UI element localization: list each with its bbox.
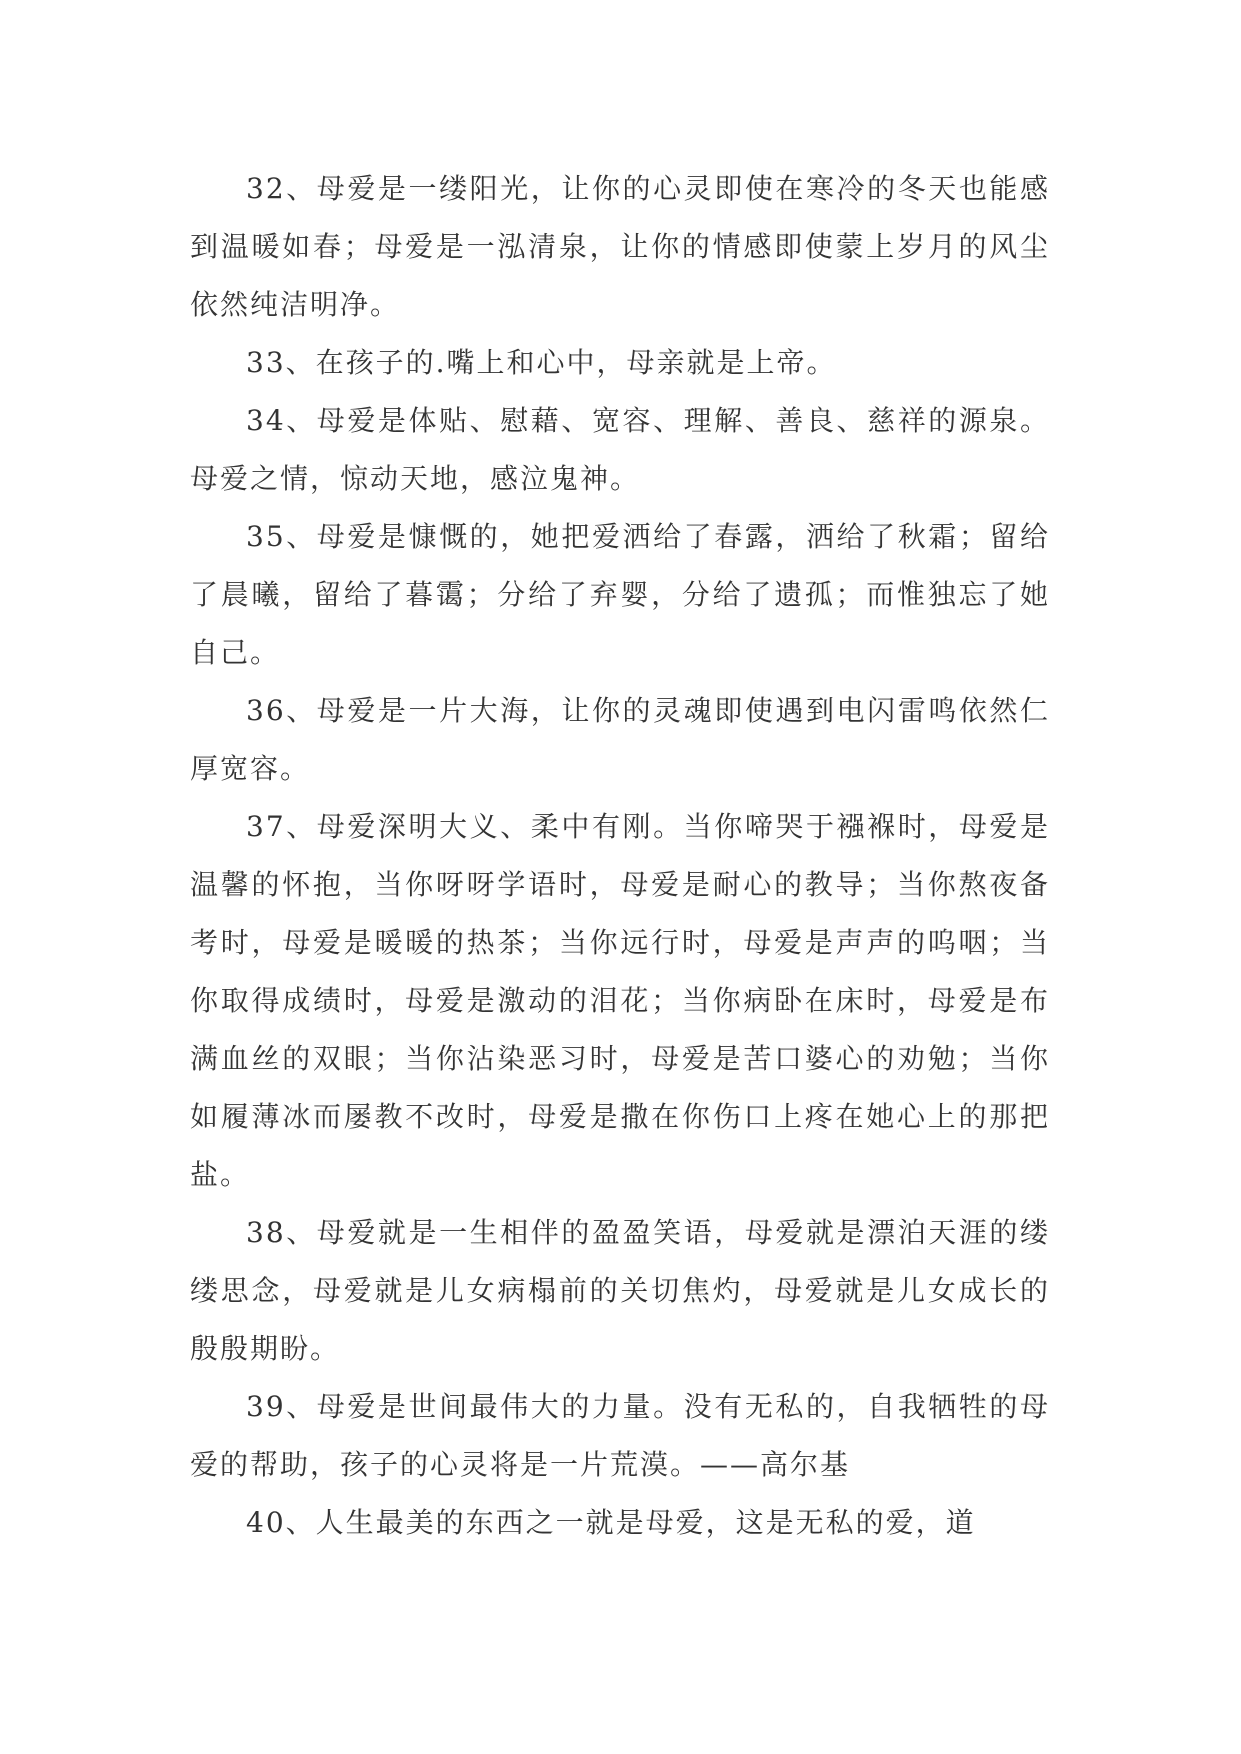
paragraph-35: 35、母爱是慷慨的，她把爱洒给了春露，洒给了秋霜；留给了晨曦，留给了暮霭；分给了弃婴，分给了遗孤；而惟独忘了她自己。 — [190, 520, 1050, 669]
paragraph-40: 40、人生最美的东西之一就是母爱，这是无私的爱，道 — [246, 1506, 976, 1539]
paragraph-37: 37、母爱深明大义、柔中有刚。当你啼哭于襁褓时，母爱是温馨的怀抱，当你呀呀学语时，母爱是耐心的教导；当你熬夜备考时，母爱是暖暖的热茶；当你远行时，母爱是声声的呜咽；当你取得成绩时，母爱是激动的泪花；当你病卧在床时，母爱是布满血丝的双眼；当你沾染恶习时，母爱是苦口婆心的劝勉；当你如履薄冰而屡教不改时，母爱是撒在你伤口上疼在她心上的那把盐。 — [190, 810, 1050, 1191]
paragraph-32: 32、母爱是一缕阳光，让你的心灵即使在寒冷的冬天也能感到温暖如春；母爱是一泓清泉，让你的情感即使蒙上岁月的风尘依然纯洁明净。 — [190, 172, 1050, 321]
document-body — [190, 160, 1050, 1552]
paragraph-34: 34、母爱是体贴、慰藉、宽容、理解、善良、慈祥的源泉。母爱之情，惊动天地，感泣鬼神。 — [190, 404, 1050, 495]
paragraph-38: 38、母爱就是一生相伴的盈盈笑语，母爱就是漂泊天涯的缕缕思念，母爱就是儿女病榻前的关切焦灼，母爱就是儿女成长的殷殷期盼。 — [190, 1216, 1050, 1365]
paragraph-39: 39、母爱是世间最伟大的力量。没有无私的，自我牺牲的母爱的帮助，孩子的心灵将是一片荒漠。——高尔基 — [190, 1390, 1050, 1481]
paragraph-33: 33、在孩子的.嘴上和心中，母亲就是上帝。 — [246, 346, 837, 379]
paragraph-36: 36、母爱是一片大海，让你的灵魂即使遇到电闪雷鸣依然仁厚宽容。 — [190, 694, 1050, 785]
